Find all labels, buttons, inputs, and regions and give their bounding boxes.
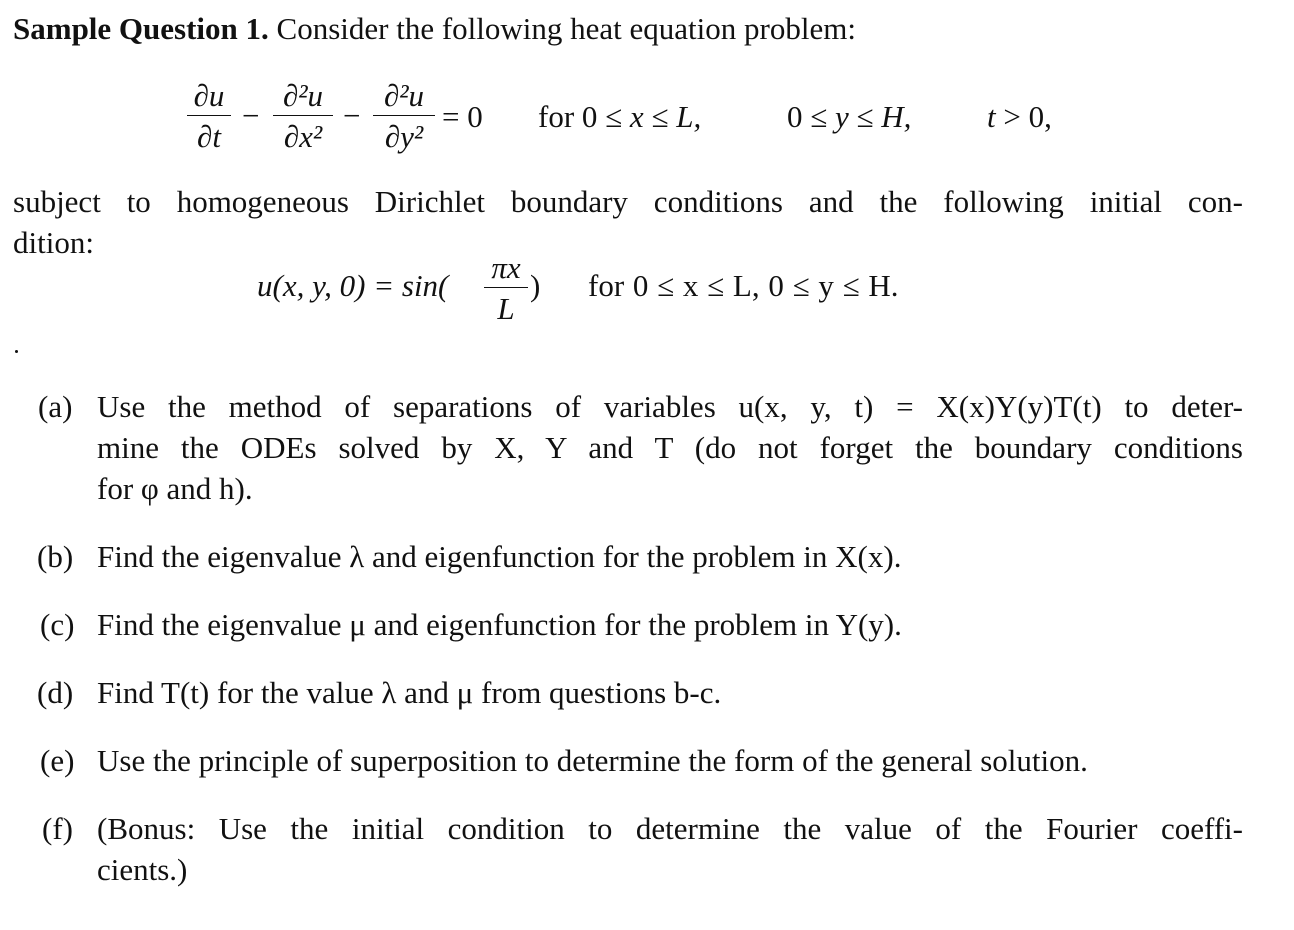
item-d-label: (d)	[37, 675, 74, 710]
ic-lhs: u(x, y, 0) = sin(	[257, 268, 449, 303]
pde-domain-y: y	[835, 99, 849, 134]
pde-term-d2u-dy2	[373, 80, 435, 152]
item-b-label: (b)	[37, 539, 74, 574]
subject-line-2: dition:	[13, 225, 94, 260]
ic-close-paren: )	[530, 268, 541, 303]
pde-term-du-dt-den: ∂t	[197, 119, 221, 154]
question-title-rest: Consider the following heat equation problem:	[276, 11, 856, 46]
pde-domain-le: ≤	[651, 99, 669, 134]
ic-fraction-num: πx	[491, 250, 521, 285]
item-f-label: (f)	[42, 811, 73, 846]
item-b-text: Find the eigenvalue λ and eigenfunction for the problem in X(x).	[97, 539, 902, 574]
ic-fraction	[484, 252, 528, 324]
ic-domain: for 0 ≤ x ≤ L, 0 ≤ y ≤ H.	[588, 268, 899, 303]
pde-domain-y0: 0 ≤	[787, 99, 828, 134]
pde-term-d2u-dx2	[273, 80, 333, 152]
subject-line-1: subject to homogeneous Dirichlet boundary conditions and the following initial con-	[13, 184, 1243, 219]
pde-domain-L: L,	[676, 99, 702, 134]
item-f-line-1: (Bonus: Use the initial condition to determine the value of the Fourier coeffi-	[97, 811, 1243, 846]
pde-domain-y-range	[787, 101, 911, 132]
item-c-text: Find the eigenvalue μ and eigenfunction for the problem in Y(y).	[97, 607, 902, 642]
pde-domain-t-rest: > 0,	[1003, 99, 1052, 134]
pde-term-d2u-dx2-num: ∂²u	[282, 78, 324, 113]
item-a-label: (a)	[38, 389, 73, 424]
pde-term-du-dt-num: ∂u	[193, 78, 225, 113]
item-a-line-3: for φ and h).	[97, 471, 253, 506]
pde-term-d2u-dx2-den: ∂x²	[283, 119, 323, 154]
pde-domain-t: t	[987, 99, 996, 134]
ic-fraction-den: L	[497, 291, 515, 326]
pde-term-d2u-dy2-den: ∂y²	[384, 119, 424, 154]
pde-domain-H: H,	[881, 99, 912, 134]
pde-term-du-dt	[187, 80, 231, 152]
pde-minus-1: −	[242, 98, 260, 133]
item-a-line-1: Use the method of separations of variables u(x, y, t) = X(x)Y(y)T(t) to deter-	[97, 389, 1243, 424]
item-a-line-2: mine the ODEs solved by X, Y and T (do not forget the boundary conditions	[97, 430, 1243, 465]
pde-term-d2u-dy2-num: ∂²u	[383, 78, 425, 113]
item-e-text: Use the principle of superposition to determine the form of the general solution.	[97, 743, 1088, 778]
item-f-line-2: cients.)	[97, 852, 188, 887]
item-c-label: (c)	[40, 607, 75, 642]
pde-domain	[538, 101, 701, 132]
pde-domain-for: for 0 ≤	[538, 99, 623, 134]
pde-domain-le2: ≤	[856, 99, 874, 134]
item-d-text: Find T(t) for the value λ and μ from questions b-c.	[97, 675, 722, 710]
question-title-bold: Sample Question 1.	[13, 11, 269, 46]
question-title	[13, 13, 856, 44]
pde-minus-2: −	[343, 98, 361, 133]
stray-period	[15, 350, 18, 353]
pde-equals-zero: = 0	[442, 99, 483, 134]
item-e-label: (e)	[40, 743, 75, 778]
pde-domain-t-range	[987, 101, 1052, 132]
pde-domain-x: x	[629, 99, 644, 134]
